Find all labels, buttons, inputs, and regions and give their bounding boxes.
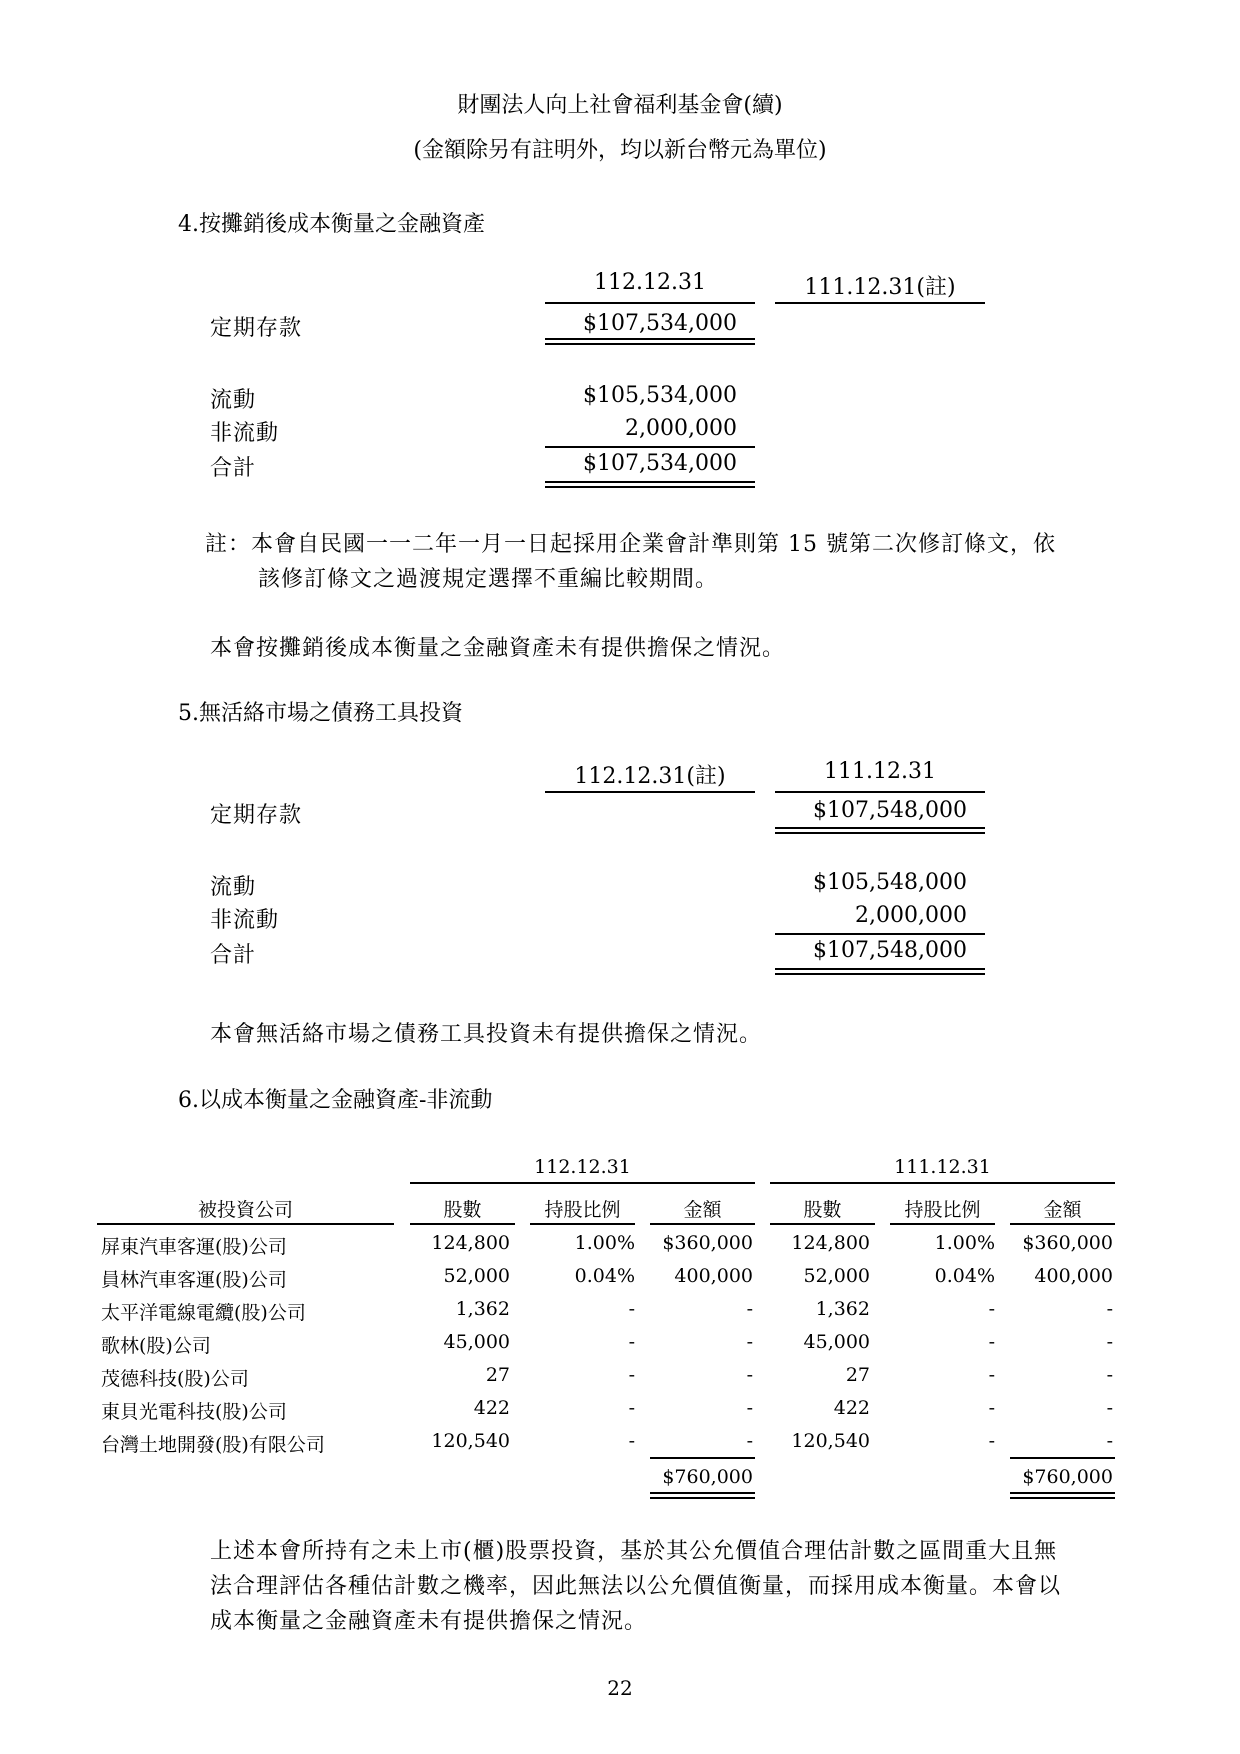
table-row-company: 茂德科技(股)公司 bbox=[101, 1368, 249, 1390]
section-6-amount-header-1: 金額 bbox=[683, 1199, 722, 1221]
section-6-paragraph-line-2: 法合理評估各種估計數之機率，因此無法以公允價值衡量，而採用成本衡量。本會以 bbox=[210, 1574, 1062, 1599]
table-cell: 400,000 bbox=[1034, 1265, 1113, 1287]
section-5-row-value: 2,000,000 bbox=[855, 903, 967, 928]
table-row-company: 員林汽車客運(股)公司 bbox=[101, 1269, 287, 1291]
table-cell: 1.00% bbox=[934, 1232, 995, 1254]
section-6-amount-header-2: 金額 bbox=[1043, 1199, 1082, 1221]
section-5-row-label: 定期存款 bbox=[210, 803, 303, 828]
section-5-heading: 5.無活絡市場之債務工具投資 bbox=[178, 701, 463, 726]
section-6-period-1-rule bbox=[410, 1182, 755, 1184]
section-5-col1-header: 112.12.31(註) bbox=[574, 764, 726, 789]
table-cell: - bbox=[628, 1364, 635, 1386]
table-cell: - bbox=[988, 1364, 995, 1386]
page-number: 22 bbox=[607, 1676, 633, 1700]
section-4-row-value: $107,534,000 bbox=[583, 451, 737, 476]
table-cell: - bbox=[746, 1298, 753, 1320]
table-cell: 27 bbox=[845, 1364, 870, 1386]
table-row-company: 台灣土地開發(股)有限公司 bbox=[101, 1434, 325, 1456]
section-5-col2-header: 111.12.31 bbox=[824, 759, 936, 784]
page-subtitle: (金額除另有註明外，均以新台幣元為單位) bbox=[413, 138, 827, 163]
section-4-statement: 本會按攤銷後成本衡量之金融資產未有提供擔保之情況。 bbox=[210, 636, 786, 661]
table-cell: 1,362 bbox=[455, 1298, 510, 1320]
section-5-row-value: $107,548,000 bbox=[813, 798, 967, 823]
table-cell: - bbox=[988, 1430, 995, 1452]
section-6-company-header: 被投資公司 bbox=[197, 1199, 293, 1221]
section-6-header-rule bbox=[97, 1223, 394, 1225]
table-row-company: 東貝光電科技(股)公司 bbox=[101, 1401, 287, 1423]
section-6-paragraph-line-3: 成本衡量之金融資產未有提供擔保之情況。 bbox=[210, 1609, 648, 1634]
section-4-heading: 4.按攤銷後成本衡量之金融資產 bbox=[178, 212, 485, 237]
section-5-row-value: $107,548,000 bbox=[813, 938, 967, 963]
section-4-row-label: 合計 bbox=[210, 456, 257, 481]
table-row-company: 太平洋電線電纜(股)公司 bbox=[101, 1302, 306, 1324]
section-4-row-label: 流動 bbox=[210, 388, 257, 413]
table-row-company: 歌林(股)公司 bbox=[101, 1335, 211, 1357]
section-4-row-value: $105,534,000 bbox=[583, 383, 737, 408]
table-cell: - bbox=[746, 1331, 753, 1353]
table-cell: 0.04% bbox=[934, 1265, 995, 1287]
table-cell: - bbox=[1106, 1364, 1113, 1386]
table-cell: - bbox=[746, 1397, 753, 1419]
section-6-period-2: 111.12.31 bbox=[894, 1156, 991, 1178]
section-4-total-double-rule bbox=[545, 481, 755, 488]
section-5-row-label: 非流動 bbox=[210, 908, 280, 933]
section-6-total-1: $760,000 bbox=[662, 1466, 753, 1488]
section-4-row-value: 2,000,000 bbox=[625, 416, 737, 441]
section-6-header-rule bbox=[650, 1223, 755, 1225]
section-5-row-label: 合計 bbox=[210, 943, 257, 968]
table-cell: 120,540 bbox=[791, 1430, 870, 1452]
table-cell: - bbox=[628, 1397, 635, 1419]
table-row-company: 屏東汽車客運(股)公司 bbox=[101, 1236, 287, 1258]
section-4-col2-header-rule bbox=[775, 302, 985, 304]
table-cell: 0.04% bbox=[574, 1265, 635, 1287]
section-4-col2-header: 111.12.31(註) bbox=[804, 275, 956, 300]
table-cell: 1.00% bbox=[574, 1232, 635, 1254]
section-6-period-2-rule bbox=[770, 1182, 1115, 1184]
section-6-ratio-header-2: 持股比例 bbox=[904, 1199, 981, 1221]
section-5-subtotal-rule bbox=[775, 933, 985, 935]
section-6-shares-header-1: 股數 bbox=[443, 1199, 482, 1221]
section-4-row-label: 定期存款 bbox=[210, 316, 303, 341]
table-cell: 27 bbox=[485, 1364, 510, 1386]
section-5-row-value: $105,548,000 bbox=[813, 870, 967, 895]
section-6-header-rule bbox=[530, 1223, 635, 1225]
table-cell: - bbox=[1106, 1397, 1113, 1419]
section-6-ratio-header-1: 持股比例 bbox=[544, 1199, 621, 1221]
section-4-double-rule bbox=[545, 338, 755, 345]
section-4-col1-header: 112.12.31 bbox=[594, 270, 706, 295]
table-cell: - bbox=[628, 1430, 635, 1452]
table-cell: - bbox=[746, 1364, 753, 1386]
section-6-heading: 6.以成本衡量之金融資產-非流動 bbox=[178, 1088, 493, 1113]
table-cell: - bbox=[988, 1331, 995, 1353]
section-6-total-double-rule-1 bbox=[650, 1492, 755, 1499]
page-title: 財團法人向上社會福利基金會(續) bbox=[457, 93, 783, 118]
table-cell: 400,000 bbox=[674, 1265, 753, 1287]
section-5-row-label: 流動 bbox=[210, 875, 257, 900]
section-6-header-rule bbox=[1010, 1223, 1115, 1225]
section-6-total-double-rule-2 bbox=[1010, 1492, 1115, 1499]
section-4-subtotal-rule bbox=[545, 446, 755, 448]
section-4-note-line-2: 該修訂條文之過渡規定選擇不重編比較期間。 bbox=[258, 567, 719, 592]
table-cell: 422 bbox=[833, 1397, 870, 1419]
section-6-subtotal-rule-1 bbox=[650, 1457, 755, 1459]
section-6-header-rule bbox=[890, 1223, 995, 1225]
section-6-shares-header-2: 股數 bbox=[803, 1199, 842, 1221]
table-cell: 45,000 bbox=[803, 1331, 870, 1353]
table-cell: 1,362 bbox=[815, 1298, 870, 1320]
section-4-row-label: 非流動 bbox=[210, 421, 280, 446]
table-cell: - bbox=[988, 1397, 995, 1419]
section-5-col1-header-rule bbox=[545, 791, 755, 793]
table-cell: - bbox=[628, 1298, 635, 1320]
table-cell: 124,800 bbox=[431, 1232, 510, 1254]
table-cell: 422 bbox=[473, 1397, 510, 1419]
section-6-paragraph-line-1: 上述本會所持有之未上市(櫃)股票投資，基於其公允價值合理估計數之區間重大且無 bbox=[210, 1539, 1058, 1564]
section-6-header-rule bbox=[770, 1223, 875, 1225]
table-cell: - bbox=[988, 1298, 995, 1320]
table-cell: - bbox=[1106, 1331, 1113, 1353]
section-6-total-2: $760,000 bbox=[1022, 1466, 1113, 1488]
section-4-note-line-1: 註：本會自民國一一二年一月一日起採用企業會計準則第 15 號第二次修訂條文，依 bbox=[205, 532, 1056, 557]
section-5-statement: 本會無活絡市場之債務工具投資未有提供擔保之情況。 bbox=[210, 1022, 763, 1047]
section-6-subtotal-rule-2 bbox=[1010, 1457, 1115, 1459]
table-cell: - bbox=[1106, 1298, 1113, 1320]
section-5-col2-header-rule bbox=[775, 791, 985, 793]
table-cell: 52,000 bbox=[443, 1265, 510, 1287]
table-cell: $360,000 bbox=[1022, 1232, 1113, 1254]
section-5-total-double-rule bbox=[775, 968, 985, 975]
table-cell: - bbox=[746, 1430, 753, 1452]
table-cell: - bbox=[628, 1331, 635, 1353]
table-cell: - bbox=[1106, 1430, 1113, 1452]
table-cell: 124,800 bbox=[791, 1232, 870, 1254]
table-cell: 120,540 bbox=[431, 1430, 510, 1452]
section-6-period-1: 112.12.31 bbox=[534, 1156, 631, 1178]
section-4-row-value: $107,534,000 bbox=[583, 311, 737, 336]
section-6-header-rule bbox=[410, 1223, 515, 1225]
section-4-col1-header-rule bbox=[545, 302, 755, 304]
table-cell: $360,000 bbox=[662, 1232, 753, 1254]
section-5-double-rule bbox=[775, 827, 985, 834]
table-cell: 52,000 bbox=[803, 1265, 870, 1287]
table-cell: 45,000 bbox=[443, 1331, 510, 1353]
